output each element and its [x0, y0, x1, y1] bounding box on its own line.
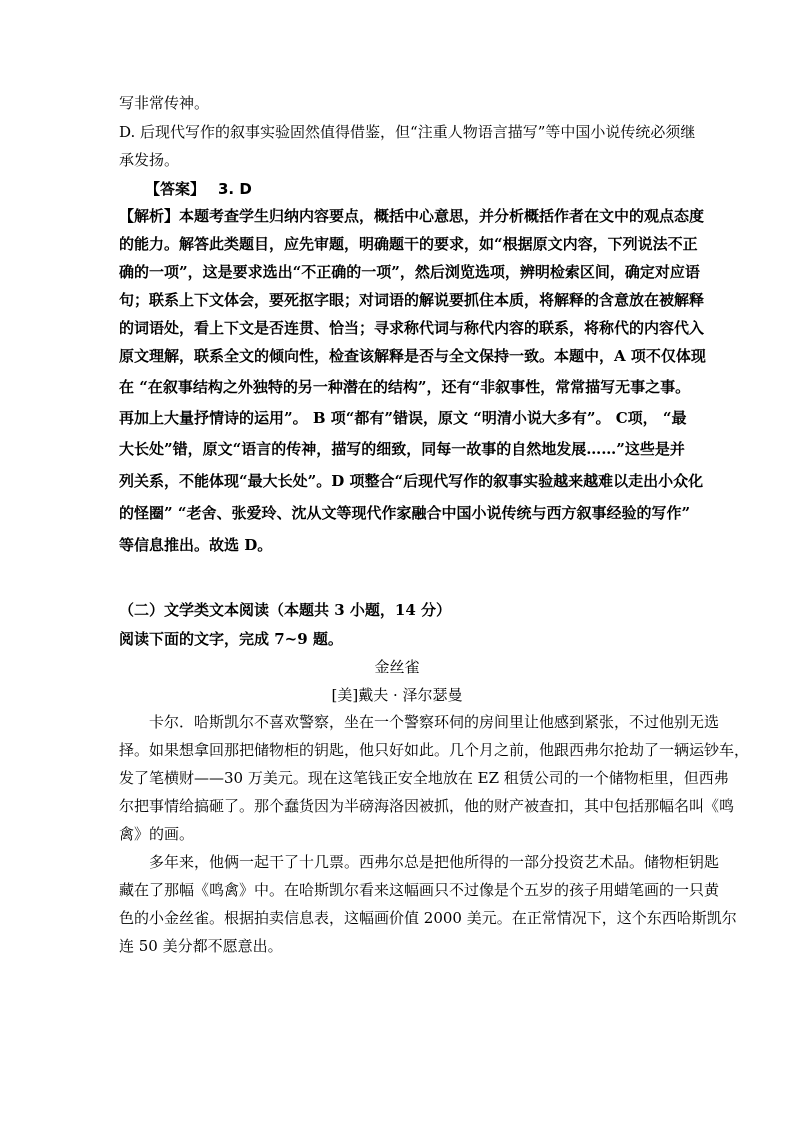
story-line: 择。如果想拿回那把储物柜的钥匙，他只好如此。几个月之前，他跟西弗尔抢劫了一辆运钞车，: [119, 741, 750, 759]
story-line: 藏在了那幅《鸣禽》中。在哈斯凯尔看来这幅画只不过像是个五岁的孩子用蜡笔画的一只黄: [119, 881, 720, 899]
story-line: 多年来，他俩一起干了十几票。西弗尔总是把他所得的一部分投资艺术品。储物柜钥匙: [149, 853, 720, 871]
option-d-line-2: 承发扬。: [119, 151, 180, 169]
analysis-line: 的怪圈” “老舍、张爱玲、沈从文等现代作家融合中国小说传统与西方叙事经验的写作”: [119, 504, 691, 522]
story-line: 卡尔．哈斯凯尔不喜欢警察，坐在一个警察环伺的房间里让他感到紧张，不过他别无选: [149, 713, 720, 731]
story-line: 色的小金丝雀。根据拍卖信息表，这幅画价值 2000 美元。在正常情况下，这个东西哈斯凯尔: [119, 909, 737, 927]
option-d-line-1: D. 后现代写作的叙事实验固然值得借鉴，但“注重人物语言描写”等中国小说传统必须继: [119, 123, 696, 141]
story-line: 连 50 美分都不愿意出。: [119, 937, 283, 955]
analysis-line: 再加上大量抒情诗的运用”。 B 项“都有”错误，原文 “明清小说大多有”。 C项， “最: [119, 409, 687, 427]
analysis-line: 句；联系上下文体会，要死抠字眼；对词语的解说要抓住本质，将解释的含意放在被解释: [119, 291, 705, 309]
section-instruction: 阅读下面的文字，完成 7~9 题。: [119, 630, 343, 648]
section-heading: （二）文学类文本阅读（本题共 3 小题，14 分）: [119, 601, 451, 619]
analysis-line: 在 “在叙事结构之外独特的另一种潜在的结构”，还有“非叙事性，常常描写无事之事。: [119, 378, 691, 396]
analysis-line: 列关系，不能体现“最大长处”。D 项整合“后现代写作的叙事实验越来越难以走出小众化: [119, 472, 704, 490]
analysis-line: 的词语处，看上下文是否连贯、恰当；寻求称代词与称代内容的联系，将称代的内容代入: [119, 319, 705, 337]
analysis-line: 确的一项”，这是要求选出“不正确的一项”，然后浏览选项，辨明检索区间，确定对应语: [119, 263, 700, 281]
analysis-line: 大长处”错，原文“语言的传神，描写的细致，同每一故事的自然地发展……”这些是并: [119, 440, 685, 458]
analysis-line: 【解析】本题考查学生归纳内容要点，概括中心意思，并分析概括作者在文中的观点态度: [119, 207, 705, 225]
answer-label: 【答案】: [145, 180, 206, 198]
story-line: 发了笔横财——30 万美元。现在这笔钱正安全地放在 EZ 租赁公司的一个储物柜里，但西弗: [119, 769, 729, 787]
analysis-line: 的能力。解答此类题目，应先审题，明确题干的要求，如“根据原文内容，下列说法不正: [119, 235, 698, 253]
story-line: 禽》的画。: [119, 825, 195, 843]
story-author: [美]戴夫 · 泽尔瑟曼: [331, 686, 463, 704]
option-c-tail: 写非常传神。: [119, 94, 210, 112]
story-line: 尔把事情给搞砸了。那个蠢货因为半磅海洛因被抓，他的财产被查扣，其中包括那幅名叫《鸣: [119, 797, 735, 815]
analysis-line: 等信息推出。故选 D。: [119, 536, 273, 554]
analysis-line: 原文理解，联系全文的倾向性，检查该解释是否与全文保持一致。本题中，A 项不仅体现: [119, 347, 706, 365]
answer-value: 3. D: [218, 180, 252, 198]
story-title: 金丝雀: [374, 658, 420, 676]
